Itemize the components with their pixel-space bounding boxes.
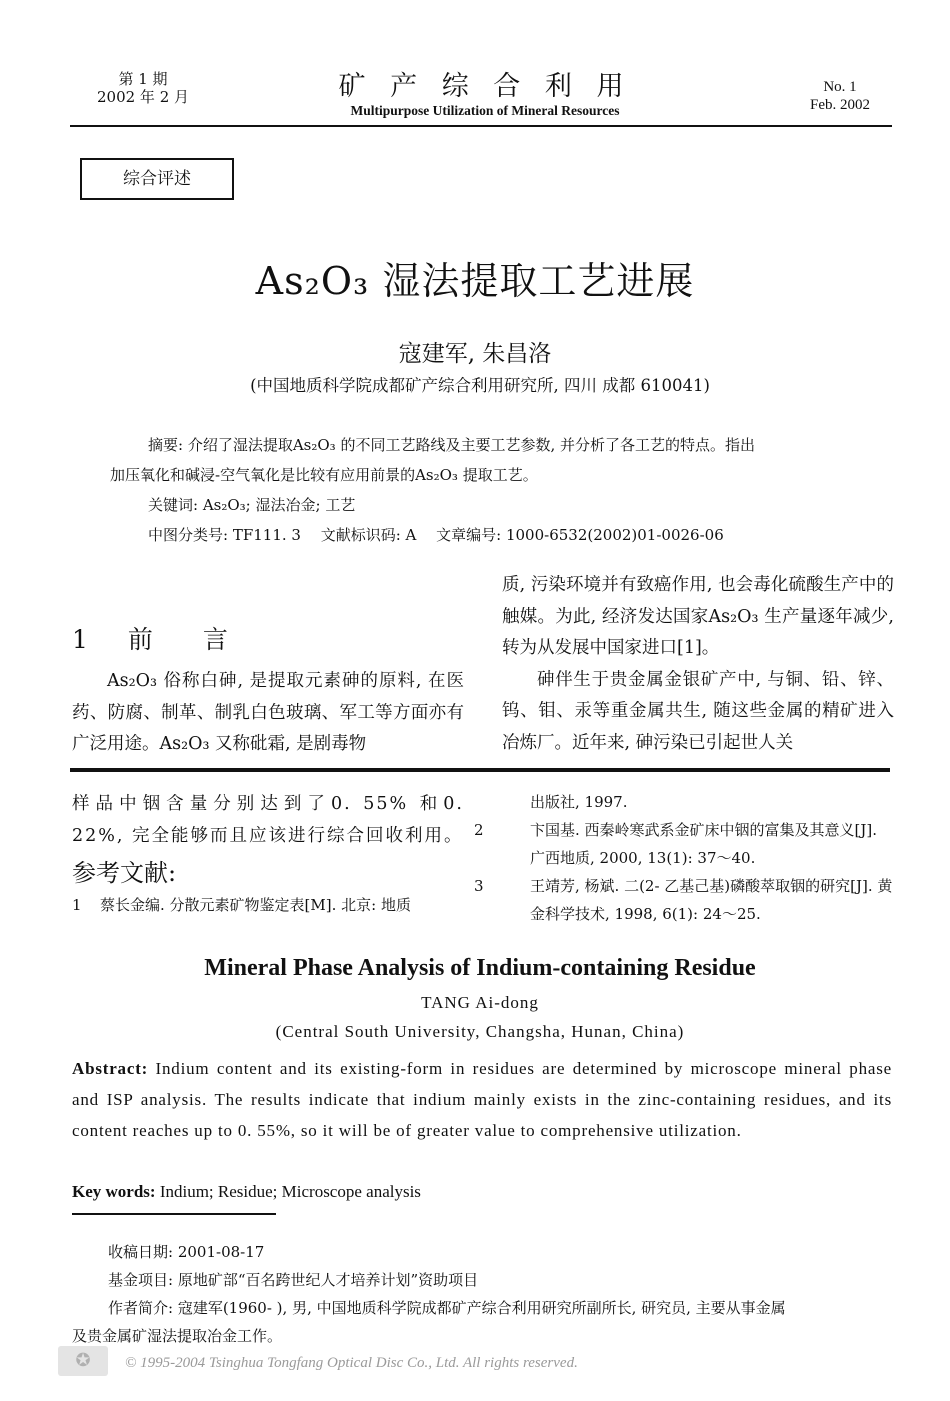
prev-article-en-abstract (72, 1053, 892, 1146)
footnote-rule (72, 1213, 276, 1215)
intro-paragraph-1: As₂O₃ 俗称白砷, 是提取元素砷的原料, 在医药、防腐、制革、制乳白色玻璃、军工等方面亦有广泛用途。As₂O₃ 又称砒霜, 是剧毒物 (72, 671, 464, 754)
keywords: 关键词: As₂O₃; 湿法冶金; 工艺 (148, 496, 356, 514)
article-title: As₂O₃ 湿法提取工艺进展 (255, 259, 695, 303)
journal-title-cn: 矿 产 综 合 利 用 (338, 71, 632, 102)
prev-article-en-title: Mineral Phase Analysis of Indium-containing Residue (204, 955, 756, 981)
article-authors: 寇建军, 朱昌洛 (398, 341, 552, 367)
issue-date-cn: 2002 年 2 月 (96, 88, 190, 106)
footnote-bio-1: 作者简介: 寇建军(1960- ), 男, 中国地质科学院成都矿产综合利用研究所副所长, 研究员, 主要从事金属 (108, 1299, 786, 1317)
classification-info: 中图分类号: TF111. 3 文献标识码: A 文章编号: 1000-6532(2002)01-0026-06 (148, 526, 724, 544)
prev-article-en-author: TANG Ai-dong (421, 993, 539, 1012)
prev-article-en-affiliation: (Central South University, Changsha, Hunan, China) (275, 1022, 685, 1041)
prev-article-en-keywords (72, 1178, 892, 1206)
article-affiliation: (中国地质科学院成都矿产综合利用研究所, 四川 成都 610041) (250, 376, 710, 395)
journal-title (300, 72, 670, 119)
issue-info-cn (88, 70, 198, 106)
footnote-fund: 基金项目: 原地矿部“百名跨世纪人才培养计划”资助项目 (108, 1271, 479, 1289)
en-abstract-text: Indium content and its existing-form in residues are determined by microscope mineral phase and ISP analysis. The results indicate that indium mainly exists in the zinc-containing residues, and its content reaches up to 0. 55%, so it will be of greater value to comprehensive utilization. (72, 1059, 892, 1140)
issue-info-en (790, 78, 890, 114)
issue-number-cn: 第 1 期 (118, 70, 168, 88)
prev-article-left-column (72, 788, 464, 919)
intro-left-column (72, 620, 464, 761)
footnote-bio-2: 及贵金属矿湿法提取冶金工作。 (72, 1327, 283, 1345)
prev-article-right-column (474, 788, 894, 928)
journal-title-en: Multipurpose Utilization of Mineral Resources (350, 103, 620, 118)
footnote-received: 收稿日期: 2001-08-17 (108, 1243, 265, 1261)
reference-text: 王靖芳, 杨斌. 二(2- 乙基己基)磷酸萃取铟的研究[J]. 黄金科学技术, 1998, 6(1): 24～25. (530, 877, 893, 923)
reference-number: 3 (474, 877, 484, 895)
issue-date-en: Feb. 2002 (810, 97, 870, 113)
en-abstract-label: Abstract: (72, 1059, 149, 1078)
abstract-line-1: 摘要: 介绍了湿法提取As₂O₃ 的不同工艺路线及主要工艺参数, 并分析了各工艺的特点。指出 (148, 436, 755, 454)
reference-text: 出版社, 1997. (530, 793, 628, 811)
intro-number: 1 (72, 625, 88, 654)
header-rule (70, 125, 892, 127)
publisher-logo-icon: ✪ (58, 1346, 108, 1376)
reference-text: 卞国基. 西秦岭寒武系金矿床中铟的富集及其意义[J]. 广西地质, 2000, 13(1): 37～40. (530, 821, 878, 867)
reference-number: 1 (72, 896, 82, 914)
intro-right-column (502, 570, 894, 759)
abstract-line-2: 加压氧化和碱浸-空气氧化是比较有应用前景的As₂O₃ 提取工艺。 (110, 466, 538, 484)
en-keywords-text: Indium; Residue; Microscope analysis (155, 1182, 421, 1201)
reference-item (502, 788, 894, 816)
reference-item (72, 892, 464, 919)
section-label: 综合评述 (80, 158, 234, 200)
reference-item (474, 872, 894, 928)
intro-paragraph-2: 砷伴生于贵金属金银矿产中, 与铜、铅、锌、钨、钼、汞等重金属共生, 随这些金属的精矿进入冶炼厂。近年来, 砷污染已引起世人关 (502, 669, 894, 753)
reference-number: 2 (474, 821, 484, 839)
issue-number-en: No. 1 (823, 79, 857, 95)
prev-article-tail-text: 样品中铟含量分别达到了0. 55% 和0. 22%, 完全能够而且应该进行综合回收利用。 (72, 794, 464, 846)
intro-heading-text: 前 言 (127, 625, 228, 654)
footnotes (72, 1238, 894, 1350)
reference-item (474, 816, 894, 872)
references-heading: 参考文献: (72, 859, 177, 887)
intro-heading (72, 620, 464, 660)
article-divider (70, 768, 890, 772)
abstract-block (110, 430, 870, 550)
intro-paragraph-1-cont: 质, 污染环境并有致癌作用, 也会毒化硫酸生产中的触媒。为此, 经济发达国家As₂O₃ 生产量逐年减少, 转为从发展中国家进口[1]。 (502, 575, 894, 658)
copyright-notice: © 1995-2004 Tsinghua Tongfang Optical Disc Co., Ltd. All rights reserved. (125, 1355, 578, 1371)
en-keywords-label: Key words: (72, 1182, 156, 1201)
reference-text: 蔡长金编. 分散元素矿物鉴定表[M]. 北京: 地质 (100, 896, 411, 914)
